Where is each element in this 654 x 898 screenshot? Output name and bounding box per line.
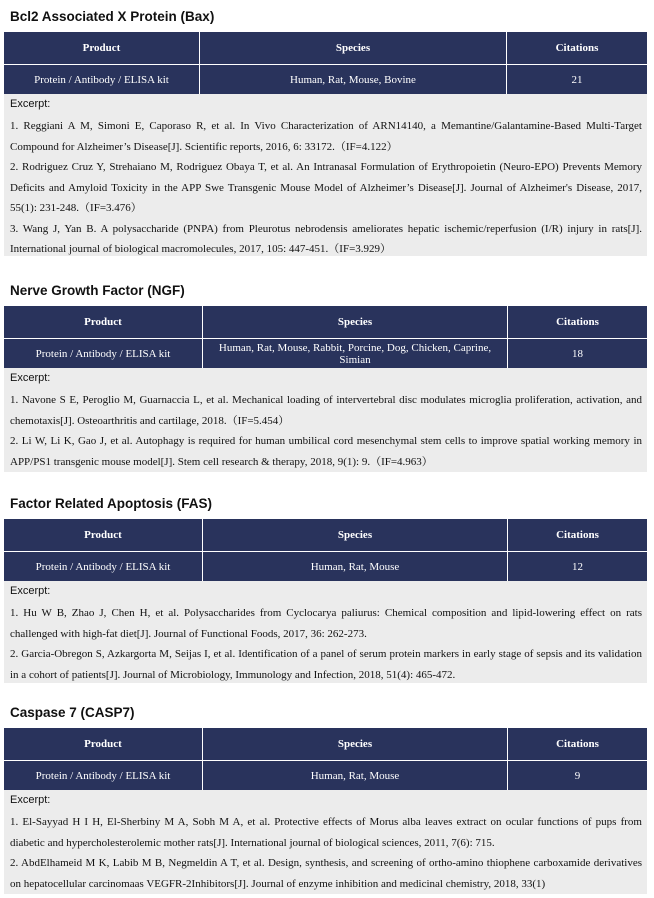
reference: 1. Hu W B, Zhao J, Chen H, et al. Polysaccharides from Cyclocarya paliurus: Chemical composition and lipid-lowering effect on rats challenged with high-fat diet[J]. Journal of Functional Foods, 2017, 36: 262-273. [10,607,642,640]
header-species: Species [203,728,508,760]
header-citations: Citations [555,42,599,54]
header-product: Product [4,728,203,760]
excerpt-box [4,94,647,256]
reference: 3. Wang J, Yan B. A polysaccharide (PNPA) from Pleurotus nebrodensis ameliorates hepatic ischemic/reperfusion (I/R) injury in rats[J]. International journal of biological macromolecules, 2017, 105: 447-451.（IF=3.929） [10,222,642,255]
header-citations: Citations [556,316,599,328]
cell-species: Human, Rat, Mouse [203,761,508,790]
header-species: Species [200,32,507,64]
reference: 1. Reggiani A M, Simoni E, Caporaso R, et al. In Vivo Characterization of ARN14140, a Memantine/Galantamine-Based Multi-Target Compound for Alzheimer’s Disease[J]. Scientific reports, 2016, 6: 33172.（IF=4.122） [10,120,642,153]
table-header [4,519,647,551]
excerpt-label: Excerpt: [10,794,51,806]
excerpt-box [4,368,647,472]
table-header [4,306,647,338]
cell-product: Protein / Antibody / ELISA kit [4,339,203,368]
cell-species: Human, Rat, Mouse [203,552,508,581]
table-header [4,728,647,760]
reference: 2. Rodriguez Cruz Y, Strehaiano M, Rodriguez Obaya T, et al. An Intranasal Formulation of Erythropoietin (Neuro-EPO) Prevents Memory Deficits and Amyloid Toxicity in the APP Swe Transgenic Mouse Model of Alzheimer’s Disease[J]. Journal of Alzheimer's Disease, 2017, 55(1): 231-248.（IF=3.476） [10,161,642,214]
reference: 1. Navone S E, Peroglio M, Guarnaccia L, et al. Mechanical loading of intervertebral disc modulates microglia proliferation, activation, and chemotaxis[J]. Osteoarthritis and cartilage, 2018.（IF=5.454） [10,394,642,427]
excerpt-label: Excerpt: [10,585,51,597]
section-title: Nerve Growth Factor (NGF) [10,283,185,298]
header-citations: Citations [556,529,599,541]
cell-species: Human, Rat, Mouse, Bovine [200,65,507,94]
section-title: Factor Related Apoptosis (FAS) [10,496,213,511]
header-species: Species [203,306,508,338]
cell-product: Protein / Antibody / ELISA kit [4,65,200,94]
excerpt-label: Excerpt: [10,98,51,110]
header-product: Product [4,306,203,338]
section-title: Bcl2 Associated X Protein (Bax) [10,9,215,24]
cell-citations: 12 [572,560,583,573]
reference: 2. Li W, Li K, Gao J, et al. Autophagy is required for human umbilical cord mesenchymal stem cells to improve spatial working memory in APP/PS1 transgenic mouse model[J]. Stem cell research & therapy, 2018, 9(1): 9.（IF=4.963） [10,435,642,468]
cell-citations: 9 [574,769,581,782]
section-title: Caspase 7 (CASP7) [10,705,135,720]
header-species: Species [203,519,508,551]
reference: 1. El-Sayyad H I H, El-Sherbiny M A, Sobh M A, et al. Protective effects of Morus alba leaves extract on ocular functions of pups from diabetic and hypercholesterolemic mother rats[J]. International journal of biological sciences, 2011, 7(6): 715. [10,816,642,849]
reference: 2. Garcia-Obregon S, Azkargorta M, Seijas I, et al. Identification of a panel of serum protein markers in early stage of sepsis and its validation in a cohort of patients[J]. Journal of Microbiology, Immunology and Infection, 2018, 51(4): 465-472. [10,648,642,681]
table-header [4,32,647,64]
excerpt-box [4,581,647,683]
cell-product: Protein / Antibody / ELISA kit [4,761,203,790]
header-product: Product [4,519,203,551]
table-row [4,760,647,790]
table-row [4,64,647,94]
table-row [4,338,647,368]
cell-product: Protein / Antibody / ELISA kit [4,552,203,581]
cell-citations: 21 [571,73,583,86]
excerpt-label: Excerpt: [10,372,51,384]
excerpt-box [4,790,647,894]
cell-citations: 18 [572,347,583,360]
cell-species: Human, Rat, Mouse, Rabbit, Porcine, Dog, Chicken, Caprine, Simian [203,339,508,368]
header-product: Product [4,32,200,64]
table-row [4,551,647,581]
reference: 2. AbdElhameid M K, Labib M B, Negmeldin A T, et al. Design, synthesis, and screening of ortho-amino thiophene carboxamide derivatives on hepatocellular carcinomaas VEGFR-2Inhibitors[J]. Journal of enzyme inhibition and medicinal chemistry, 2018, 33(1) [10,857,642,890]
header-citations: Citations [556,738,599,750]
